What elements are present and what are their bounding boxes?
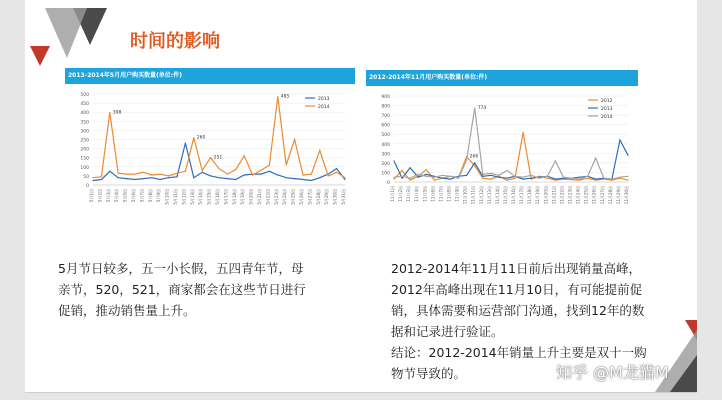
data-point-2014 [498, 175, 499, 176]
y-tick-label: 0 [387, 181, 390, 186]
x-tick-label: 5月16日 [215, 189, 220, 205]
data-point-2012 [410, 179, 411, 180]
x-tick-label: 5月9日 [156, 189, 162, 203]
chart-november [366, 70, 638, 220]
data-point-2013 [579, 177, 580, 178]
x-tick-label: 5月31日 [341, 189, 346, 205]
data-point-2014 [277, 96, 278, 97]
y-tick-label: 400 [80, 111, 89, 117]
x-tick-label: 11月23日 [567, 186, 573, 205]
x-tick-label: 11月5日 [422, 186, 428, 202]
data-point-2013 [393, 160, 394, 161]
data-point-2014 [227, 173, 228, 174]
x-tick-label: 11月25日 [583, 186, 589, 205]
x-tick-label: 11月10日 [462, 186, 468, 205]
data-point-2014 [547, 176, 548, 177]
data-point-2014 [393, 177, 394, 178]
y-tick-label: 100 [381, 171, 390, 177]
data-point-2013 [401, 178, 402, 179]
data-point-2012 [474, 165, 475, 166]
data-point-2013 [523, 179, 524, 180]
data-point-2013 [506, 178, 507, 179]
data-point-2013 [286, 177, 287, 178]
data-point-2013 [555, 179, 556, 180]
x-tick-label: 11月16日 [511, 186, 517, 205]
data-point-2013 [311, 180, 312, 181]
chart-may [65, 68, 355, 223]
x-tick-label: 5月10日 [164, 189, 170, 205]
x-tick-label: 11月19日 [535, 186, 541, 205]
data-point-2014 [193, 137, 194, 138]
data-point-2013 [126, 178, 127, 179]
data-point-2014 [611, 179, 612, 180]
data-point-2013 [235, 179, 236, 180]
data-point-2014 [514, 176, 515, 177]
data-point-2012 [587, 178, 588, 179]
data-point-2013 [466, 175, 467, 176]
x-tick-label: 11月28日 [607, 185, 613, 205]
data-point-2014 [401, 176, 402, 177]
watermark: 知乎 @M龙猫M [556, 363, 669, 382]
data-point-2014 [434, 177, 435, 178]
data-label: 774 [477, 106, 487, 112]
x-tick-label: 11月13日 [486, 186, 492, 205]
data-label: 251 [213, 155, 223, 161]
x-tick-label: 5月1日 [89, 189, 94, 203]
x-tick-label: 11月20日 [543, 186, 549, 205]
data-point-2014 [579, 179, 580, 180]
x-tick-label: 5月15日 [206, 189, 212, 205]
data-point-2013 [168, 177, 169, 178]
data-point-2013 [143, 178, 144, 179]
data-point-2014 [252, 174, 253, 175]
y-tick-label: 200 [381, 161, 390, 167]
data-point-2013 [277, 174, 278, 175]
left-description: 5月节日较多，五一小长假，五四青年节，母亲节，520，521，商家都会在这些节日进行促销，推动销售量上升。 [58, 261, 306, 318]
data-point-2014 [466, 159, 467, 160]
x-tick-label: 5月20日 [248, 189, 254, 205]
data-point-2014 [482, 174, 483, 175]
data-point-2013 [426, 174, 427, 175]
x-tick-label: 11月26日 [591, 186, 597, 205]
data-point-2012 [482, 178, 483, 179]
data-point-2013 [160, 179, 161, 180]
x-tick-label: 11月1日 [390, 186, 395, 202]
data-point-2014 [555, 160, 556, 161]
x-tick-label: 11月8日 [446, 186, 452, 202]
x-tick-label: 5月28日 [315, 188, 321, 205]
data-point-2012 [490, 179, 491, 180]
data-point-2014 [126, 173, 127, 174]
data-point-2013 [244, 174, 245, 175]
x-tick-label: 11月11日 [470, 186, 476, 205]
triangle-red [30, 46, 50, 66]
data-point-2014 [418, 174, 419, 175]
x-tick-label: 5月19日 [240, 189, 246, 205]
y-tick-label: 300 [381, 152, 390, 158]
data-point-2014 [450, 176, 451, 177]
data-point-2013 [410, 167, 411, 168]
data-point-2013 [193, 177, 194, 178]
y-tick-label: 150 [80, 156, 89, 162]
data-point-2013 [595, 179, 596, 180]
data-point-2014 [118, 173, 119, 174]
data-point-2014 [244, 155, 245, 156]
data-point-2014 [344, 177, 345, 178]
data-point-2014 [302, 174, 303, 175]
data-point-2014 [92, 177, 93, 178]
chart-november-title: 2012-2014年11月用户购买数量(单位:件) [366, 70, 638, 86]
data-point-2014 [490, 173, 491, 174]
data-point-2012 [571, 179, 572, 180]
data-point-2014 [269, 164, 270, 165]
data-point-2012 [547, 178, 548, 179]
x-tick-label: 11月9日 [454, 186, 460, 202]
x-tick-label: 5月18日 [231, 189, 237, 205]
x-tick-label: 5月27日 [307, 189, 313, 205]
data-point-2013 [151, 177, 152, 178]
data-point-2014 [603, 178, 604, 179]
x-tick-label: 11月15日 [502, 186, 508, 205]
data-point-2013 [101, 179, 102, 180]
data-point-2014 [523, 177, 524, 178]
legend-label: 2014 [601, 114, 613, 120]
data-label: 485 [280, 94, 290, 100]
x-tick-label: 5月8日 [147, 189, 153, 203]
data-point-2013 [482, 176, 483, 177]
y-tick-label: 50 [83, 174, 89, 180]
data-point-2013 [185, 143, 186, 144]
y-tick-label: 700 [381, 114, 390, 120]
data-point-2013 [260, 173, 261, 174]
data-point-2013 [118, 177, 119, 178]
data-point-2014 [143, 172, 144, 173]
x-tick-label: 5月26日 [299, 189, 304, 205]
data-point-2014 [160, 173, 161, 174]
chart-may-title: 2013-2014年5月用户购买数量(单位:件) [65, 68, 355, 84]
data-point-2013 [218, 177, 219, 178]
data-point-2014 [539, 178, 540, 179]
data-point-2012 [434, 179, 435, 180]
data-point-2013 [498, 177, 499, 178]
data-point-2013 [176, 176, 177, 177]
data-label: 398 [112, 110, 122, 116]
data-point-2013 [210, 175, 211, 176]
x-tick-label: 5月24日 [282, 189, 288, 205]
y-tick-label: 300 [80, 129, 89, 135]
x-tick-label: 5月29日 [324, 189, 330, 205]
x-tick-label: 11月21日 [551, 186, 557, 205]
data-point-2013 [269, 171, 270, 172]
y-tick-label: 250 [80, 138, 89, 144]
y-tick-label: 400 [381, 142, 390, 148]
x-tick-label: 11月24日 [575, 186, 581, 205]
x-tick-label: 5月14日 [198, 189, 204, 205]
x-tick-label: 11月29日 [615, 186, 621, 205]
data-point-2014 [619, 177, 620, 178]
data-point-2013 [202, 172, 203, 173]
data-point-2014 [319, 150, 320, 151]
data-point-2012 [523, 132, 524, 133]
y-tick-label: 450 [80, 102, 89, 108]
data-point-2013 [344, 179, 345, 180]
data-point-2013 [627, 155, 628, 156]
x-tick-label: 5月25日 [290, 189, 296, 205]
data-point-2012 [426, 169, 427, 170]
data-point-2013 [227, 178, 228, 179]
x-tick-label: 5月3日 [105, 189, 111, 203]
data-point-2014 [260, 170, 261, 171]
data-point-2014 [410, 178, 411, 179]
y-tick-label: 350 [80, 120, 89, 126]
data-point-2013 [531, 178, 532, 179]
data-point-2013 [490, 175, 491, 176]
data-point-2013 [474, 162, 475, 163]
data-point-2014 [134, 173, 135, 174]
data-point-2013 [92, 180, 93, 181]
data-point-2014 [563, 177, 564, 178]
data-point-2014 [286, 164, 287, 165]
legend-label: 2012 [601, 98, 613, 104]
data-point-2013 [319, 177, 320, 178]
x-tick-label: 5月12日 [181, 189, 187, 205]
data-point-2013 [294, 178, 295, 179]
triangle-gray [45, 8, 87, 58]
x-tick-label: 11月14日 [494, 186, 500, 205]
x-tick-label: 5月5日 [122, 189, 128, 203]
data-label: 266 [469, 154, 479, 160]
data-point-2014 [101, 176, 102, 177]
data-point-2014 [571, 178, 572, 179]
data-point-2014 [311, 173, 312, 174]
data-point-2014 [531, 175, 532, 176]
x-tick-label: 5月23日 [273, 189, 279, 205]
x-tick-label: 11月6日 [430, 186, 436, 202]
page-title: 时间的影响 [130, 31, 220, 52]
x-tick-label: 11月3日 [406, 186, 412, 202]
legend-label: 2014 [318, 104, 330, 110]
y-tick-label: 600 [381, 123, 390, 129]
chart-november-plot [366, 86, 638, 220]
data-label: 260 [196, 135, 206, 141]
data-point-2014 [587, 176, 588, 177]
legend-label: 2013 [601, 106, 613, 112]
data-point-2014 [210, 157, 211, 158]
data-point-2013 [336, 168, 337, 169]
data-point-2013 [450, 179, 451, 180]
data-point-2014 [202, 170, 203, 171]
data-point-2013 [442, 178, 443, 179]
y-tick-label: 200 [80, 147, 89, 153]
data-point-2014 [506, 170, 507, 171]
data-point-2014 [168, 175, 169, 176]
right-description-analysis: 2012-2014年11月11日前后出现销量高峰，2012年高峰出现在11月10日，有可能提前促销，具体需要和运营部门沟通，找到12年的数据和记录进行验证。 [391, 261, 645, 339]
x-tick-label: 11月7日 [438, 186, 444, 202]
x-tick-label: 11月17日 [519, 186, 525, 205]
data-point-2014 [218, 168, 219, 169]
chart-may-plot [65, 84, 355, 223]
x-tick-label: 5月21日 [257, 189, 262, 205]
y-tick-label: 500 [80, 93, 89, 98]
y-tick-label: 800 [381, 104, 390, 110]
x-tick-label: 5月6日 [131, 189, 136, 203]
data-point-2014 [426, 176, 427, 177]
x-tick-label: 5月11日 [173, 189, 178, 205]
x-tick-label: 11月2日 [398, 186, 404, 202]
data-point-2013 [134, 179, 135, 180]
y-tick-label: 900 [381, 95, 390, 100]
x-tick-label: 11月30日 [624, 186, 629, 205]
y-tick-label: 100 [80, 165, 89, 171]
x-tick-label: 5月17日 [223, 189, 229, 205]
x-tick-label: 5月22日 [265, 189, 271, 205]
data-point-2012 [514, 178, 515, 179]
data-point-2014 [109, 112, 110, 113]
series-line-2014 [93, 97, 345, 178]
data-point-2014 [176, 173, 177, 174]
x-tick-label: 11月27日 [599, 186, 605, 205]
x-tick-label: 5月4日 [114, 189, 120, 203]
y-tick-label: 500 [381, 133, 390, 139]
slide [25, 0, 697, 393]
x-tick-label: 11月22日 [559, 186, 565, 205]
x-tick-label: 5月13日 [189, 189, 195, 205]
data-point-2013 [418, 177, 419, 178]
data-point-2014 [336, 172, 337, 173]
data-point-2013 [109, 171, 110, 172]
y-tick-label: 0 [86, 184, 89, 189]
data-point-2014 [235, 169, 236, 170]
data-point-2014 [151, 174, 152, 175]
data-point-2014 [474, 107, 475, 108]
x-tick-label: 5月30日 [332, 189, 338, 205]
x-tick-label: 11月12日 [478, 186, 484, 205]
right-description-conclusion: 结论：2012-2014年销量上升主要是双十一购物节导致的。 [391, 345, 647, 381]
data-point-2014 [328, 175, 329, 176]
data-point-2013 [619, 139, 620, 140]
data-point-2013 [302, 179, 303, 180]
data-point-2014 [627, 176, 628, 177]
x-tick-label: 11月4日 [414, 186, 420, 202]
data-point-2012 [627, 179, 628, 180]
x-tick-label: 11月18日 [527, 186, 533, 205]
data-point-2014 [294, 139, 295, 140]
data-point-2012 [506, 179, 507, 180]
legend-label: 2013 [318, 96, 330, 102]
data-point-2012 [393, 179, 394, 180]
data-point-2014 [185, 171, 186, 172]
data-point-2014 [595, 158, 596, 159]
data-point-2014 [442, 175, 443, 176]
x-tick-label: 5月7日 [139, 189, 145, 203]
data-point-2014 [458, 178, 459, 179]
x-tick-label: 5月2日 [97, 189, 103, 203]
data-point-2012 [401, 170, 402, 171]
